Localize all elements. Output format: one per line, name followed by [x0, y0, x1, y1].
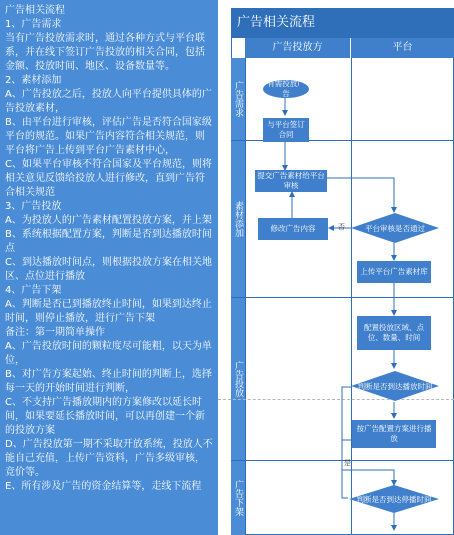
text-line: B、系统根据配置方案，判断是否到达播放时间点 [5, 229, 212, 254]
lane-label-placement: 广告投放 [231, 298, 245, 460]
node-check-end-label: 判断是否到达停播时间 [356, 494, 432, 504]
node-check-time-label: 判断是否到达播放时间 [357, 381, 433, 391]
node-config-plan: 配置投放区域、点位、数量、时间 [357, 316, 431, 350]
text-line: A、判断是否已到播放终止时间，如果到达终止时间，则停止播放，进行广告下架 [5, 299, 212, 324]
text-line: E、所有涉及广告的资金结算等，走线下流程 [5, 481, 202, 492]
text-line: 备注：第一期简单操作 [5, 327, 105, 338]
node-sign-contract: 与平台签订合同 [263, 118, 309, 142]
node-modify-content: 修改广告内容 [258, 218, 328, 240]
column-header-platform: 平台 [351, 38, 454, 58]
flowchart-title: 广告相关流程 [231, 8, 454, 38]
text-line: C、不支持广告播放期内的方案修改以延长时间，如果要延长播放时间，可以再创建一个新的投放方案 [5, 397, 205, 436]
text-line: B、对广告方案起始、终止时间的判断上，选择每一天的开始时间进行判断， [5, 369, 212, 394]
node-submit-material: 提交广告素材给平台审核 [255, 170, 327, 192]
text-line: 2、素材添加 [5, 75, 62, 86]
text-line: 当有广告投放需求时，通过各种方式与平台联系，并在线下签订广告投放的相关合同，包括金额、投放时间、地区、设备数量等。 [5, 33, 205, 72]
column-header-advertiser: 广告投放方 [245, 38, 351, 58]
lane-label-material: 素材添加 [231, 141, 245, 297]
text-line: C、如果平台审核不符合国家及平台规范，则将相关意见反馈给投放人进行修改，直到广告符合相关规范 [5, 159, 212, 198]
label-yes: 是 [344, 459, 351, 467]
text-line: A、广告投放时间的颗粒度尽可能粗，以天为单位， [5, 341, 212, 366]
lane-label-takedown: 广告下架 [231, 461, 245, 535]
lane-divider [231, 297, 454, 298]
left-text-panel [0, 0, 218, 535]
lane-divider [231, 460, 454, 461]
text-line: B、由平台进行审核，评估广告是否符合国家级平台的规范。如果广告内容符合相关规范，则平台将广告上传到平台广告素材中心， [5, 117, 212, 156]
text-title: 广告相关流程 [5, 5, 65, 16]
text-line: D、广告投放第一期不采取开放系统，投放人不能自己充值，上传广告资料，广告多级审核，竞价等。 [5, 439, 213, 478]
text-line: 3、广告投放 [5, 201, 62, 212]
node-start: 有需投放广告 [263, 80, 309, 98]
node-upload: 上传平台广告素材库 [357, 261, 431, 283]
lane-label-demand: 广告需求 [231, 58, 245, 140]
text-line: A、广告投放之后，投放人向平台提供具体的广告投放素材， [5, 89, 212, 114]
text-line: A、为投放人的广告素材配置投放方案，并上架 [5, 215, 212, 226]
text-line: 4、广告下架 [5, 285, 62, 296]
text-line: 1、广告需求 [5, 19, 62, 30]
text-line: C、到达播放时间点，则根据投放方案在相关地区、点位进行播放 [5, 257, 212, 282]
node-review-label: 平台审核是否通过 [365, 223, 425, 233]
node-play: 按广告配置方案进行播放 [352, 420, 436, 448]
label-no: 否 [338, 223, 345, 231]
